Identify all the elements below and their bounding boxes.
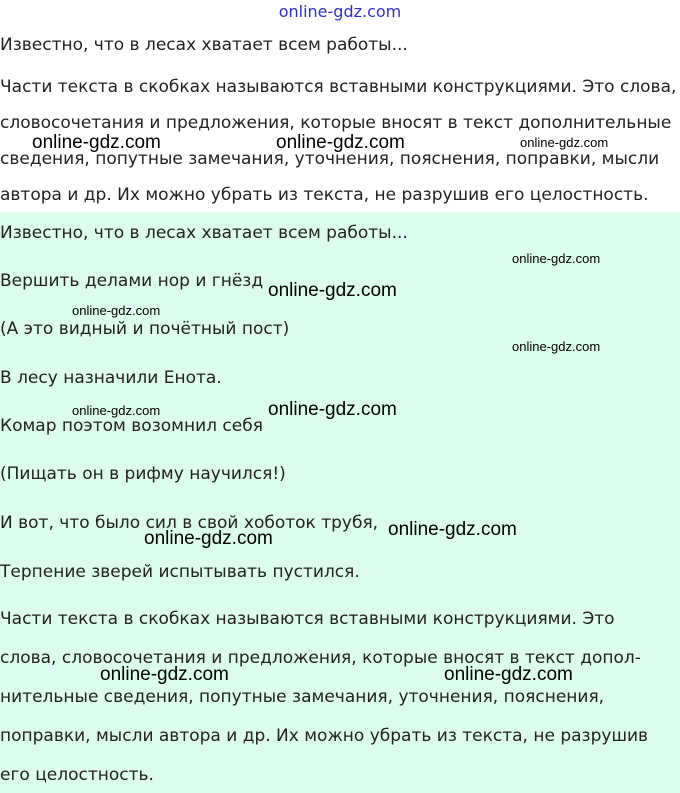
watermark: online-gdz.com: [520, 135, 609, 150]
poem-line: Вершить делами нор и гнёзд: [0, 271, 264, 291]
poem-line: (А это видный и почётный пост): [0, 319, 290, 339]
watermark: online-gdz.com: [268, 399, 397, 420]
watermark: online-gdz.com: [276, 132, 405, 153]
poem-line: И вот, что было сил в свой хоботок трубя,: [0, 513, 379, 533]
rule-line: Части текста в скобках называются вставными конструкциями. Это: [0, 609, 615, 629]
site-watermark-header: online-gdz.com: [278, 2, 402, 21]
watermark: online-gdz.com: [268, 280, 397, 301]
watermark: online-gdz.com: [512, 339, 601, 354]
watermark: online-gdz.com: [512, 251, 601, 266]
watermark: online-gdz.com: [388, 519, 517, 540]
watermark: online-gdz.com: [444, 664, 573, 685]
text-line: автора и др. Их можно убрать из текста, не разрушив его целостность.: [0, 185, 649, 205]
poem-line: В лесу назначили Енота.: [0, 368, 222, 388]
text-line: Известно, что в лесах хватает всем работы...: [0, 35, 408, 55]
text-line: Части текста в скобках называются вставными конструкциями. Это слова,: [0, 77, 677, 97]
poem-line: Известно, что в лесах хватает всем работы...: [0, 223, 408, 243]
rule-line: слова, словосочетания и предложения, которые вносят в текст допол-: [0, 648, 641, 668]
watermark: online-gdz.com: [32, 132, 161, 153]
text-line: сведения, попутные замечания, уточнения, пояснения, поправки, мысли: [0, 149, 660, 169]
text-line: словосочетания и предложения, которые вносят в текст дополнительные: [0, 113, 672, 133]
watermark: online-gdz.com: [72, 403, 161, 418]
rule-line: поправки, мысли автора и др. Их можно убрать из текста, не разрушив: [0, 726, 649, 746]
rule-line: его целостность.: [0, 765, 154, 785]
poem-line: (Пищать он в рифму научился!): [0, 464, 286, 484]
poem-line: Комар поэтом возомнил себя: [0, 416, 263, 436]
watermark: online-gdz.com: [72, 303, 161, 318]
poem-line: Терпение зверей испытывать пустился.: [0, 562, 360, 582]
rule-line: нительные сведения, попутные замечания, уточнения, пояснения,: [0, 687, 605, 707]
watermark: online-gdz.com: [144, 528, 273, 549]
watermark: online-gdz.com: [100, 664, 229, 685]
